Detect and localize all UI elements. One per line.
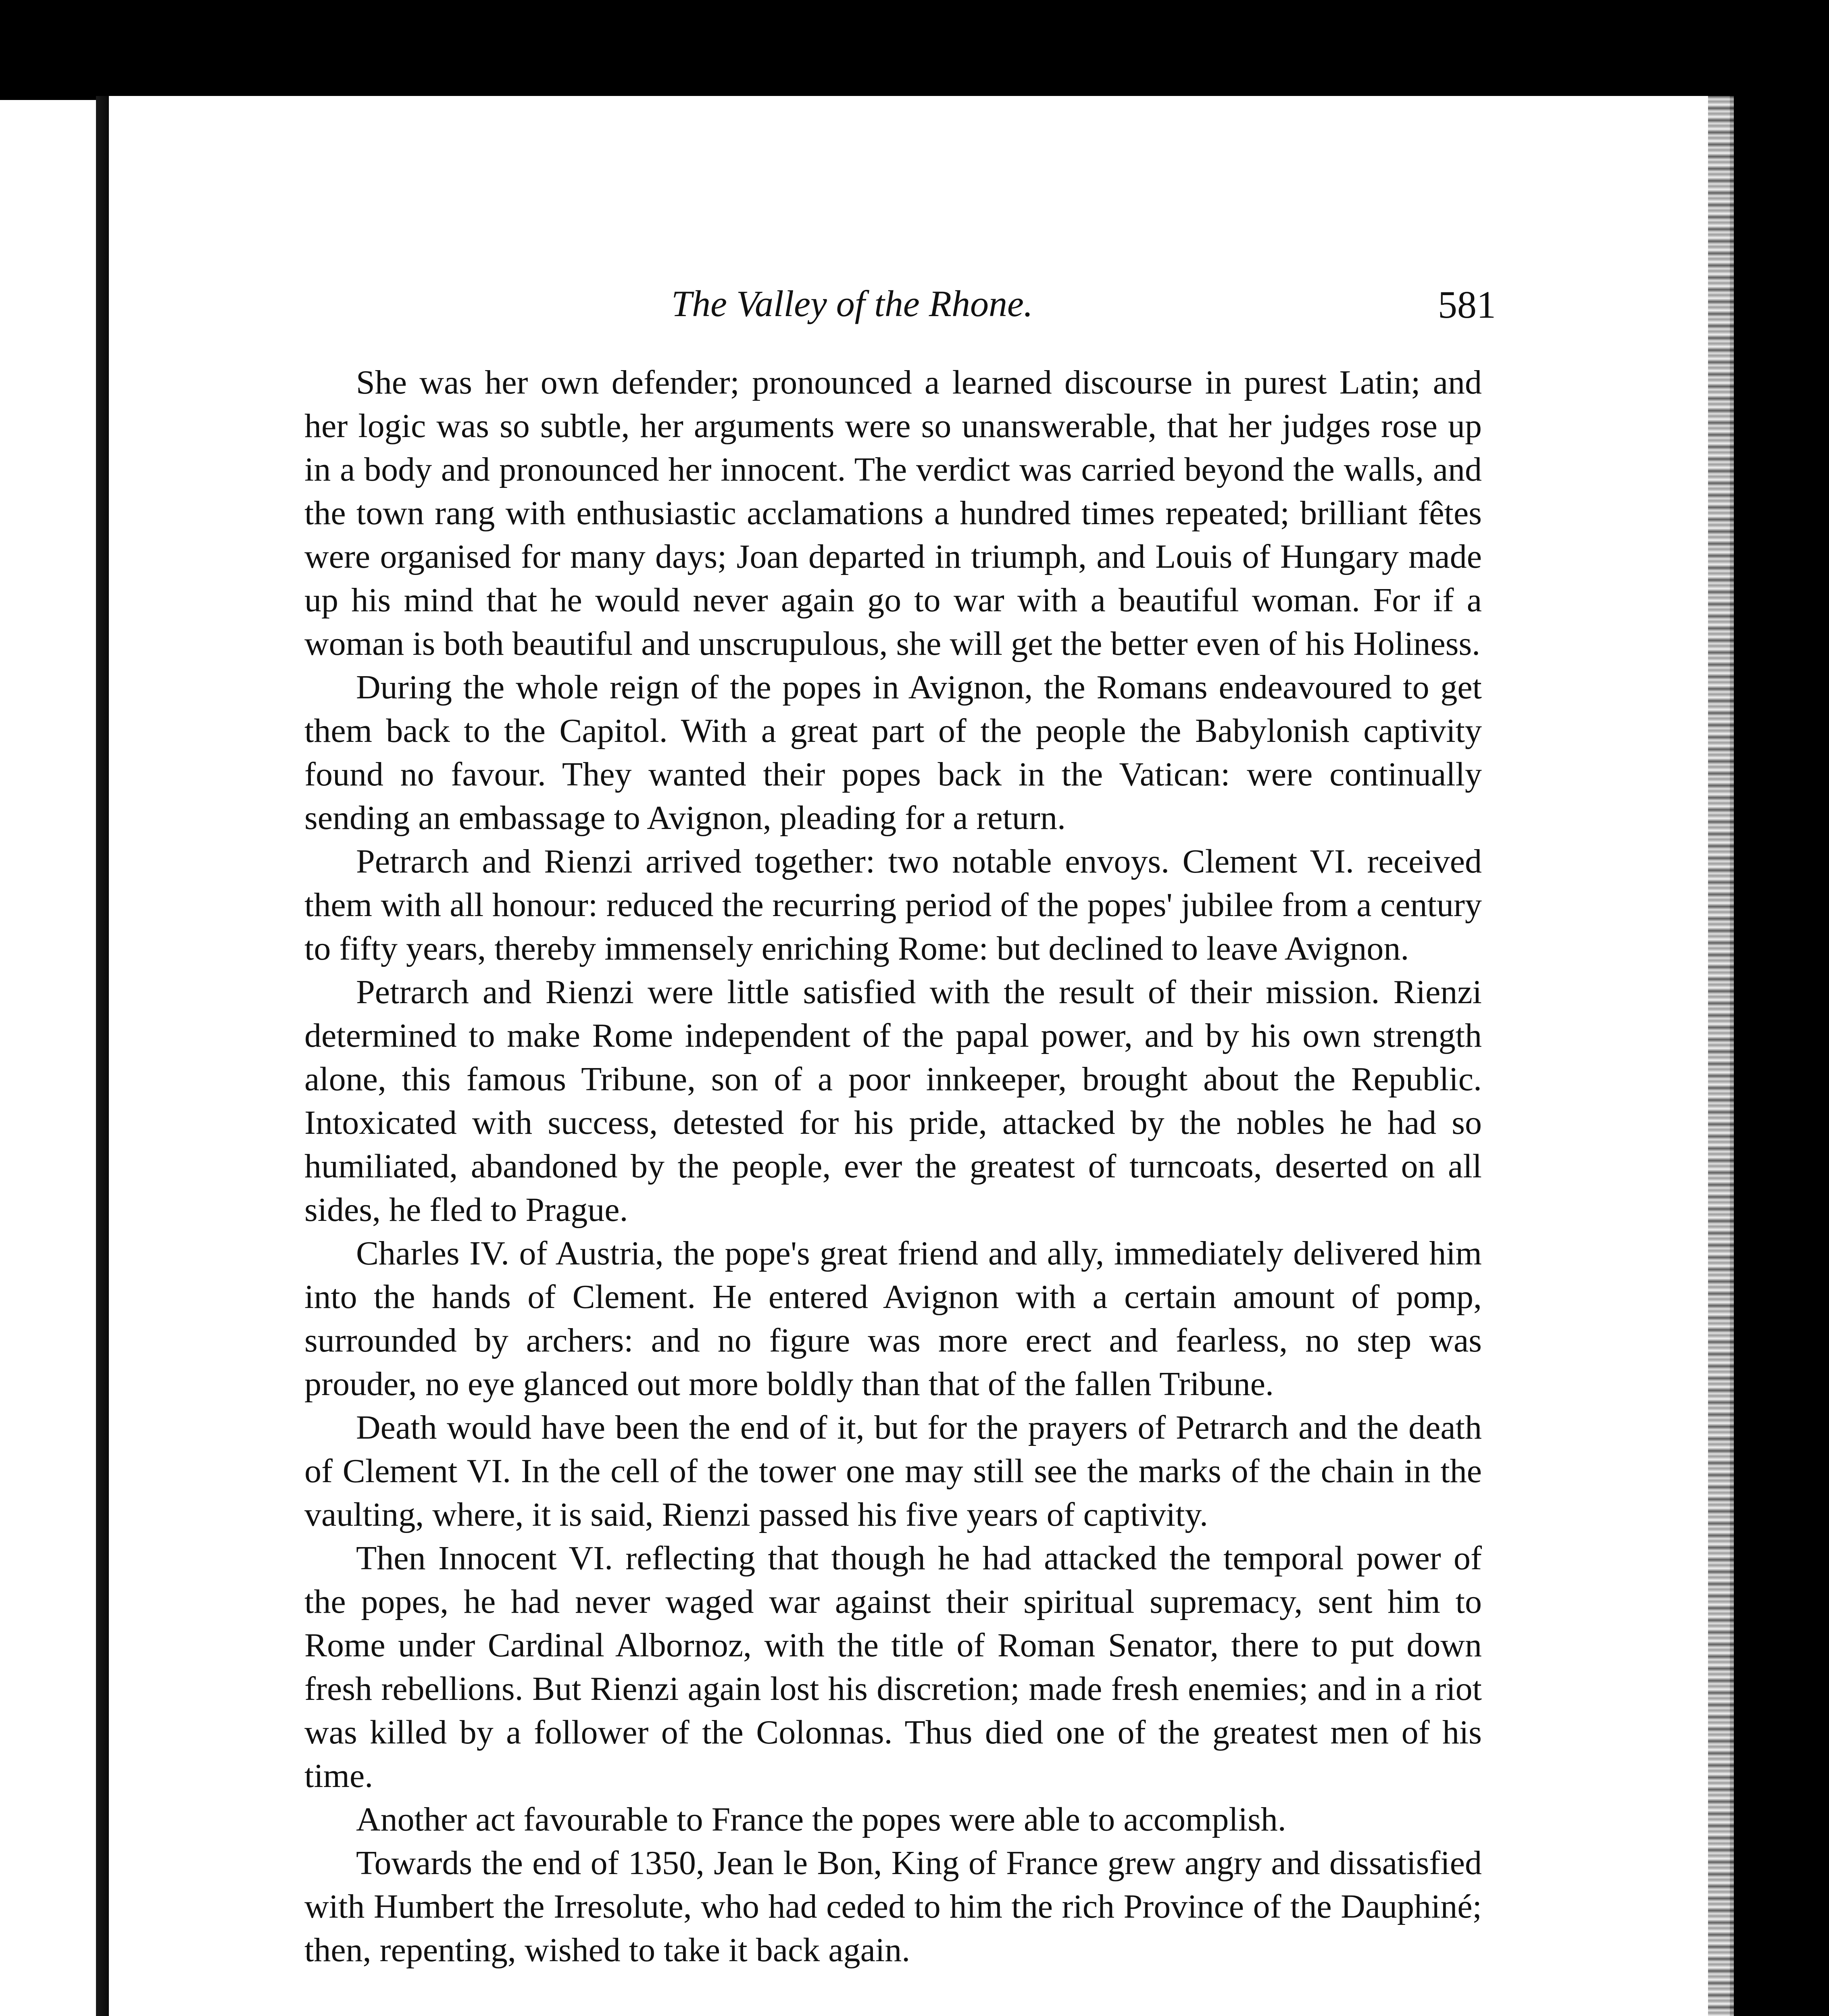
paragraph: Then Innocent VI. reflecting that though he had attacked the temporal power of the popes, he had never waged war against their spiritual supremacy, sent him to Rome under Cardinal Albornoz, with the title of Roman Senator, there to put down fresh rebellions. But Rienzi again lost his discretion; made fresh enemies; and in a riot was killed by a follower of the Colonnas. Thus died one of the greatest men of his time. xyxy=(304,1539,1482,1795)
paragraph: Charles IV. of Austria, the pope's great friend and ally, immediately delivered him into the hands of Clement. He entered Avignon with a certain amount of pomp, surrounded by archers: and no figure was more erect and fearless, no step was prouder, no eye glanced out more boldly than that of the fallen Tribune. xyxy=(304,1235,1482,1403)
paragraph: During the whole reign of the popes in Avignon, the Romans endeavoured to get them back to the Capitol. With a great part of the people the Babylonish captivity found no favour. They wanted their popes back in the Vatican: were continually sending an embassage to Avignon, pleading for a return. xyxy=(304,669,1482,837)
paragraph: Another act favourable to France the popes were able to accomplish. xyxy=(356,1801,1286,1838)
page-stack-edge xyxy=(1708,96,1734,2016)
facing-page-edge xyxy=(0,100,96,2016)
body-text xyxy=(304,361,1482,1972)
paragraph: Towards the end of 1350, Jean le Bon, King of France grew angry and dissatisfied with Humbert the Irresolute, who had ceded to him the rich Province of the Dauphiné; then, repenting, wished to take it back again. xyxy=(304,1844,1482,1969)
book-gutter xyxy=(96,96,109,2016)
page-number: 581 xyxy=(1438,283,1496,326)
running-title: The Valley of the Rhone. xyxy=(671,283,1033,324)
paragraph: Petrarch and Rienzi were little satisfied with the result of their mission. Rienzi determined to make Rome independent of the papal power, and by his own strength alone, this famous Tribune, son of a poor innkeeper, brought about the Republic. Intoxicated with success, detested for his pride, attacked by the nobles he had so humiliated, abandoned by the people, ever the greatest of turncoats, deserted on all sides, he fled to Prague. xyxy=(304,973,1482,1229)
running-header xyxy=(617,282,1496,331)
paragraph: She was her own defender; pronounced a learned discourse in purest Latin; and her logic was so subtle, her arguments were so unanswerable, that her judges rose up in a body and pronounced her innocent. The verdict was carried beyond the walls, and the town rang with enthusiastic acclamations a hundred times repeated; brilliant fêtes were organised for many days; Joan departed in triumph, and Louis of Hungary made up his mind that he would never again go to war with a beautiful woman. For if a woman is both beautiful and unscrupulous, she will get the better even of his Holiness. xyxy=(304,364,1482,662)
paragraph: Death would have been the end of it, but for the prayers of Petrarch and the death of Clement VI. In the cell of the tower one may still see the marks of the chain in the vaulting, where, it is said, Rienzi passed his five years of captivity. xyxy=(304,1409,1482,1533)
paragraph: Petrarch and Rienzi arrived together: two notable envoys. Clement VI. received them with all honour: reduced the recurring period of the popes' jubilee from a century to fifty years, thereby immensely enriching Rome: but declined to leave Avignon. xyxy=(304,843,1482,967)
